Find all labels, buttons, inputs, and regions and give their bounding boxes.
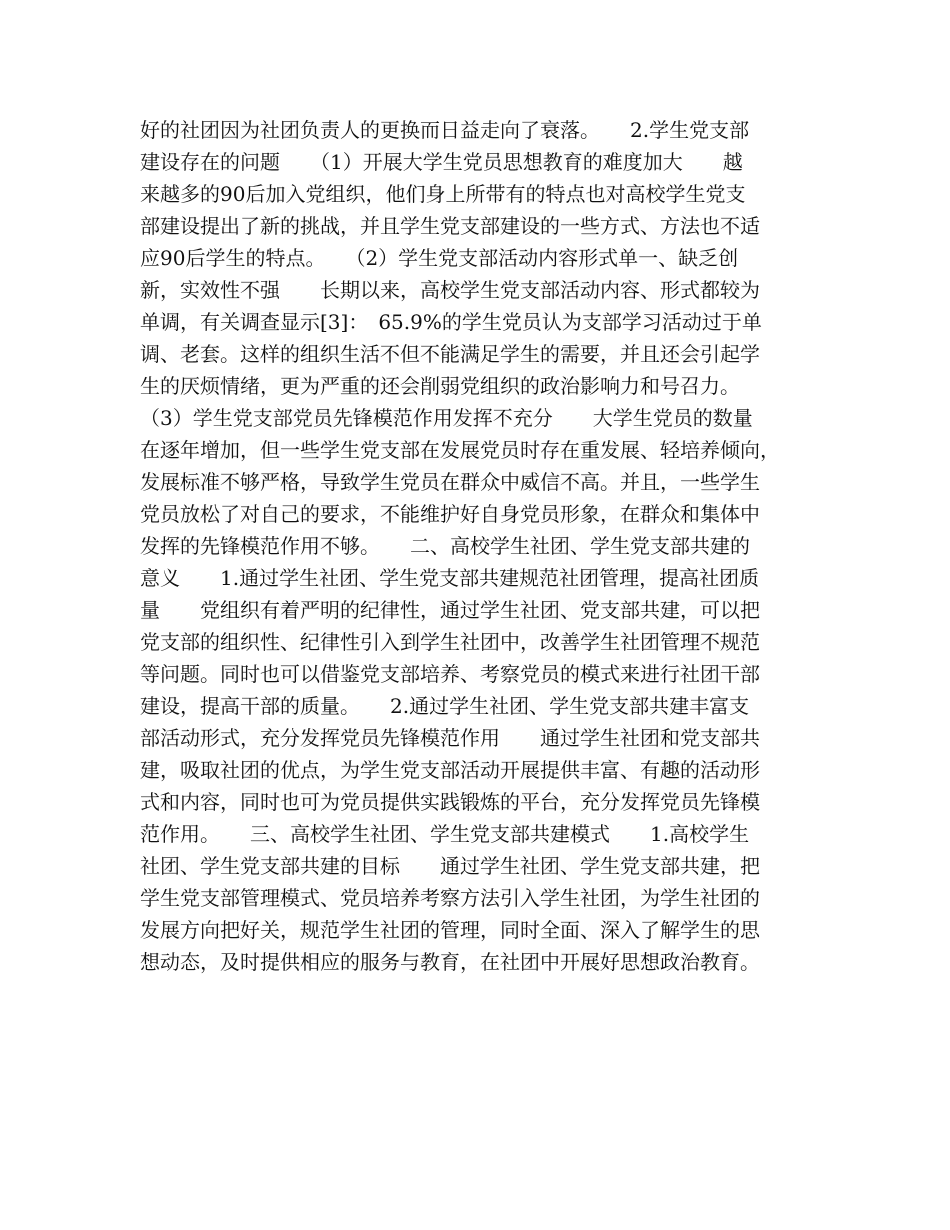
text-line: 建设存在的问题 （1）开展大学生党员思想教育的难度加大 越 — [140, 150, 743, 174]
text-line: 单调，有关调查显示[3]： 65.9%的学生党员认为支部学习活动过于单 — [140, 310, 762, 334]
text-line: （3）学生党支部党员先锋模范作用发挥不充分 大学生党员的数量 — [140, 406, 753, 430]
text-line: 新，实效性不强 长期以来，高校学生党支部活动内容、形式都较为 — [140, 278, 760, 302]
text-line: 部建设提出了新的挑战，并且学生党支部建设的一些方式、方法也不适 — [140, 214, 760, 238]
text-line: 党支部的组织性、纪律性引入到学生社团中，改善学生社团管理不规范 — [140, 630, 760, 654]
body-text — [140, 114, 830, 978]
text-line: 等问题。同时也可以借鉴党支部培养、考察党员的模式来进行社团干部 — [140, 662, 760, 686]
text-line: 在逐年增加，但一些学生党支部在发展党员时存在重发展、轻培养倾向， — [140, 438, 780, 462]
text-line: 想动态，及时提供相应的服务与教育，在社团中开展好思想政治教育。 — [140, 950, 760, 974]
text-line: 党员放松了对自己的要求，不能维护好自身党员形象，在群众和集体中 — [140, 502, 760, 526]
text-line: 生的厌烦情绪，更为严重的还会削弱党组织的政治影响力和号召力。 — [140, 374, 740, 398]
text-line: 社团、学生党支部共建的目标 通过学生社团、学生党支部共建，把 — [140, 854, 760, 878]
text-line: 意义 1.通过学生社团、学生党支部共建规范社团管理，提高社团质 — [140, 566, 760, 590]
text-line: 发挥的先锋模范作用不够。 二、高校学生社团、学生党支部共建的 — [140, 534, 750, 558]
text-line: 来越多的90后加入党组织，他们身上所带有的特点也对高校学生党支 — [140, 182, 746, 206]
text-line: 部活动形式，充分发挥党员先锋模范作用 通过学生社团和党支部共 — [140, 726, 760, 750]
text-line: 范作用。 三、高校学生社团、学生党支部共建模式 1.高校学生 — [140, 822, 750, 846]
text-line: 学生党支部管理模式、党员培养考察方法引入学生社团，为学生社团的 — [140, 886, 760, 910]
text-line: 建设，提高干部的质量。 2.通过学生社团、学生党支部共建丰富支 — [140, 694, 750, 718]
text-line: 调、老套。这样的组织生活不但不能满足学生的需要，并且还会引起学 — [140, 342, 760, 366]
text-line: 好的社团因为社团负责人的更换而日益走向了衰落。 2.学生党支部 — [140, 118, 750, 142]
text-line: 式和内容，同时也可为党员提供实践锻炼的平台，充分发挥党员先锋模 — [140, 790, 760, 814]
text-line: 应90后学生的特点。 （2）学生党支部活动内容形式单一、缺乏创 — [140, 246, 739, 270]
text-line: 建，吸取社团的优点，为学生党支部活动开展提供丰富、有趣的活动形 — [140, 758, 760, 782]
text-line: 发展标准不够严格，导致学生党员在群众中威信不高。并且，一些学生 — [140, 470, 760, 494]
text-line: 量 党组织有着严明的纪律性，通过学生社团、党支部共建，可以把 — [140, 598, 760, 622]
text-line: 发展方向把好关，规范学生社团的管理，同时全面、深入了解学生的思 — [140, 918, 760, 942]
